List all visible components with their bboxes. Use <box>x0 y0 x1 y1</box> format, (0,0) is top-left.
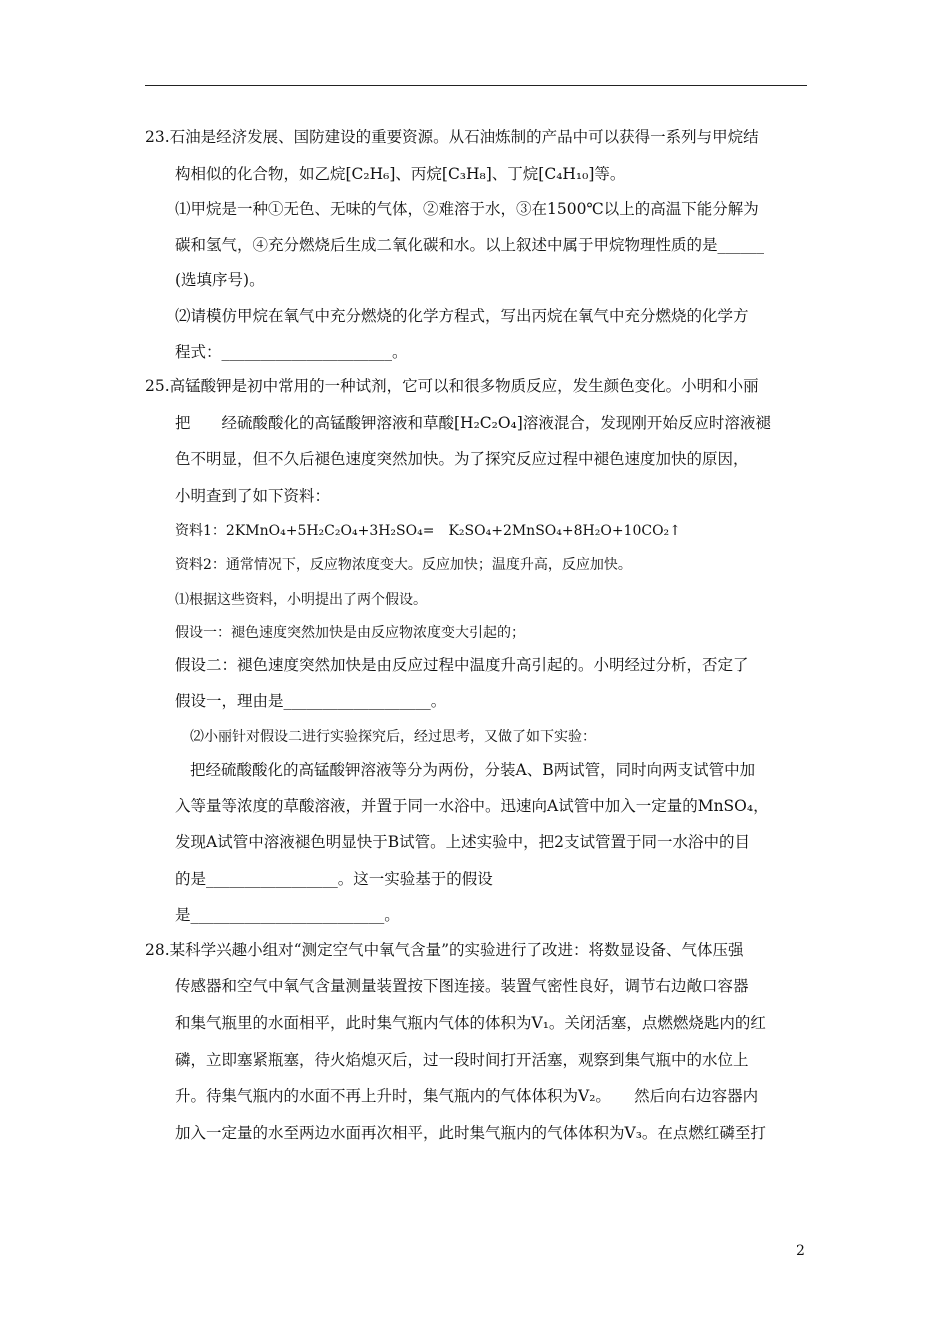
q28-line-1: 28.某科学兴趣小组对“测定空气中氧气含量”的实验进行了改进：将数显设备、气体压强 <box>145 941 744 959</box>
q25-line-9: 假设二：褪色速度突然加快是由反应过程中温度升高引起的。小明经过分析，否定了 <box>175 656 749 674</box>
q28-line-5: 升。待集气瓶内的水面不再上升时，集气瓶内的气体体积为V₂。 然后向右边容器内 <box>175 1087 759 1105</box>
q25-line-1: 25.高锰酸钾是初中常用的一种试剂，它可以和很多物质反应，发生颜色变化。小明和小丽 <box>145 377 759 395</box>
page-number: 2 <box>796 1243 805 1259</box>
q25-line-12: 把经硫酸酸化的高锰酸钾溶液等分为两份，分装A、B两试管，同时向两支试管中加 <box>190 761 756 779</box>
q25-line-5: 资料1：2KMnO₄+5H₂C₂O₄+3H₂SO₄= K₂SO₄+2MnSO₄+8H₂O+10CO₂↑ <box>175 523 681 539</box>
q25-line-2: 把 经硫酸酸化的高锰酸钾溶液和草酸[H₂C₂O₄]溶液混合，发现刚开始反应时溶液褪 <box>175 414 771 432</box>
q28-line-3: 和集气瓶里的水面相平，此时集气瓶内气体的体积为V₁。关闭活塞，点燃燃烧匙内的红 <box>175 1014 766 1032</box>
q23-line-3: ⑴甲烷是一种①无色、无味的气体，②难溶于水，③在1500℃以上的高温下能分解为 <box>175 200 759 218</box>
q23-line-5: (选填序号)。 <box>175 271 265 289</box>
q25-line-6: 资料2：通常情况下，反应物浓度变大。反应加快；温度升高，反应加快。 <box>175 557 632 573</box>
q25-line-13: 入等量等浓度的草酸溶液，并置于同一水浴中。迅速向A试管中加入一定量的MnSO₄， <box>175 797 769 815</box>
q28-line-6: 加入一定量的水至两边水面再次相平，此时集气瓶内的气体体积为V₃。在点燃红磷至打 <box>175 1124 766 1142</box>
q25-line-15: 的是_________________。这一实验基于的假设 <box>175 870 493 888</box>
q25-line-14: 发现A试管中溶液褪色明显快于B试管。上述实验中，把2支试管置于同一水浴中的目 <box>175 833 750 851</box>
q25-line-7: ⑴根据这些资料，小明提出了两个假设。 <box>175 592 427 608</box>
q23-line-7: 程式：______________________。 <box>175 343 408 361</box>
q25-line-3: 色不明显，但不久后褪色速度突然加快。为了探究反应过程中褪色速度加快的原因， <box>175 450 749 468</box>
q25-line-8: 假设一：褪色速度突然加快是由反应物浓度变大引起的； <box>175 625 525 641</box>
q25-line-10: 假设一，理由是___________________。 <box>175 692 447 710</box>
q23-line-2: 构相似的化合物，如乙烷[C₂H₆]、丙烷[C₃H₈]、丁烷[C₄H₁₀]等。 <box>175 165 626 183</box>
q23-line-6: ⑵请模仿甲烷在氧气中充分燃烧的化学方程式，写出丙烷在氧气中充分燃烧的化学方 <box>175 307 749 325</box>
q25-line-11: ⑵小丽针对假设二进行实验探究后，经过思考，又做了如下实验： <box>190 729 596 745</box>
q28-line-2: 传感器和空气中氧气含量测量装置按下图连接。装置气密性良好，调节右边敞口容器 <box>175 977 749 995</box>
q28-line-4: 磷，立即塞紧瓶塞，待火焰熄灭后，过一段时间打开活塞，观察到集气瓶中的水位上 <box>175 1051 749 1069</box>
q25-line-16: 是_________________________。 <box>175 906 400 924</box>
q23-line-4: 碳和氢气，④充分燃烧后生成二氧化碳和水。以上叙述中属于甲烷物理性质的是______ <box>175 236 765 254</box>
q23-line-1: 23.石油是经济发展、国防建设的重要资源。从石油炼制的产品中可以获得一系列与甲烷结 <box>145 128 759 146</box>
q25-line-4: 小明查到了如下资料： <box>175 487 331 505</box>
header-rule <box>145 85 807 86</box>
